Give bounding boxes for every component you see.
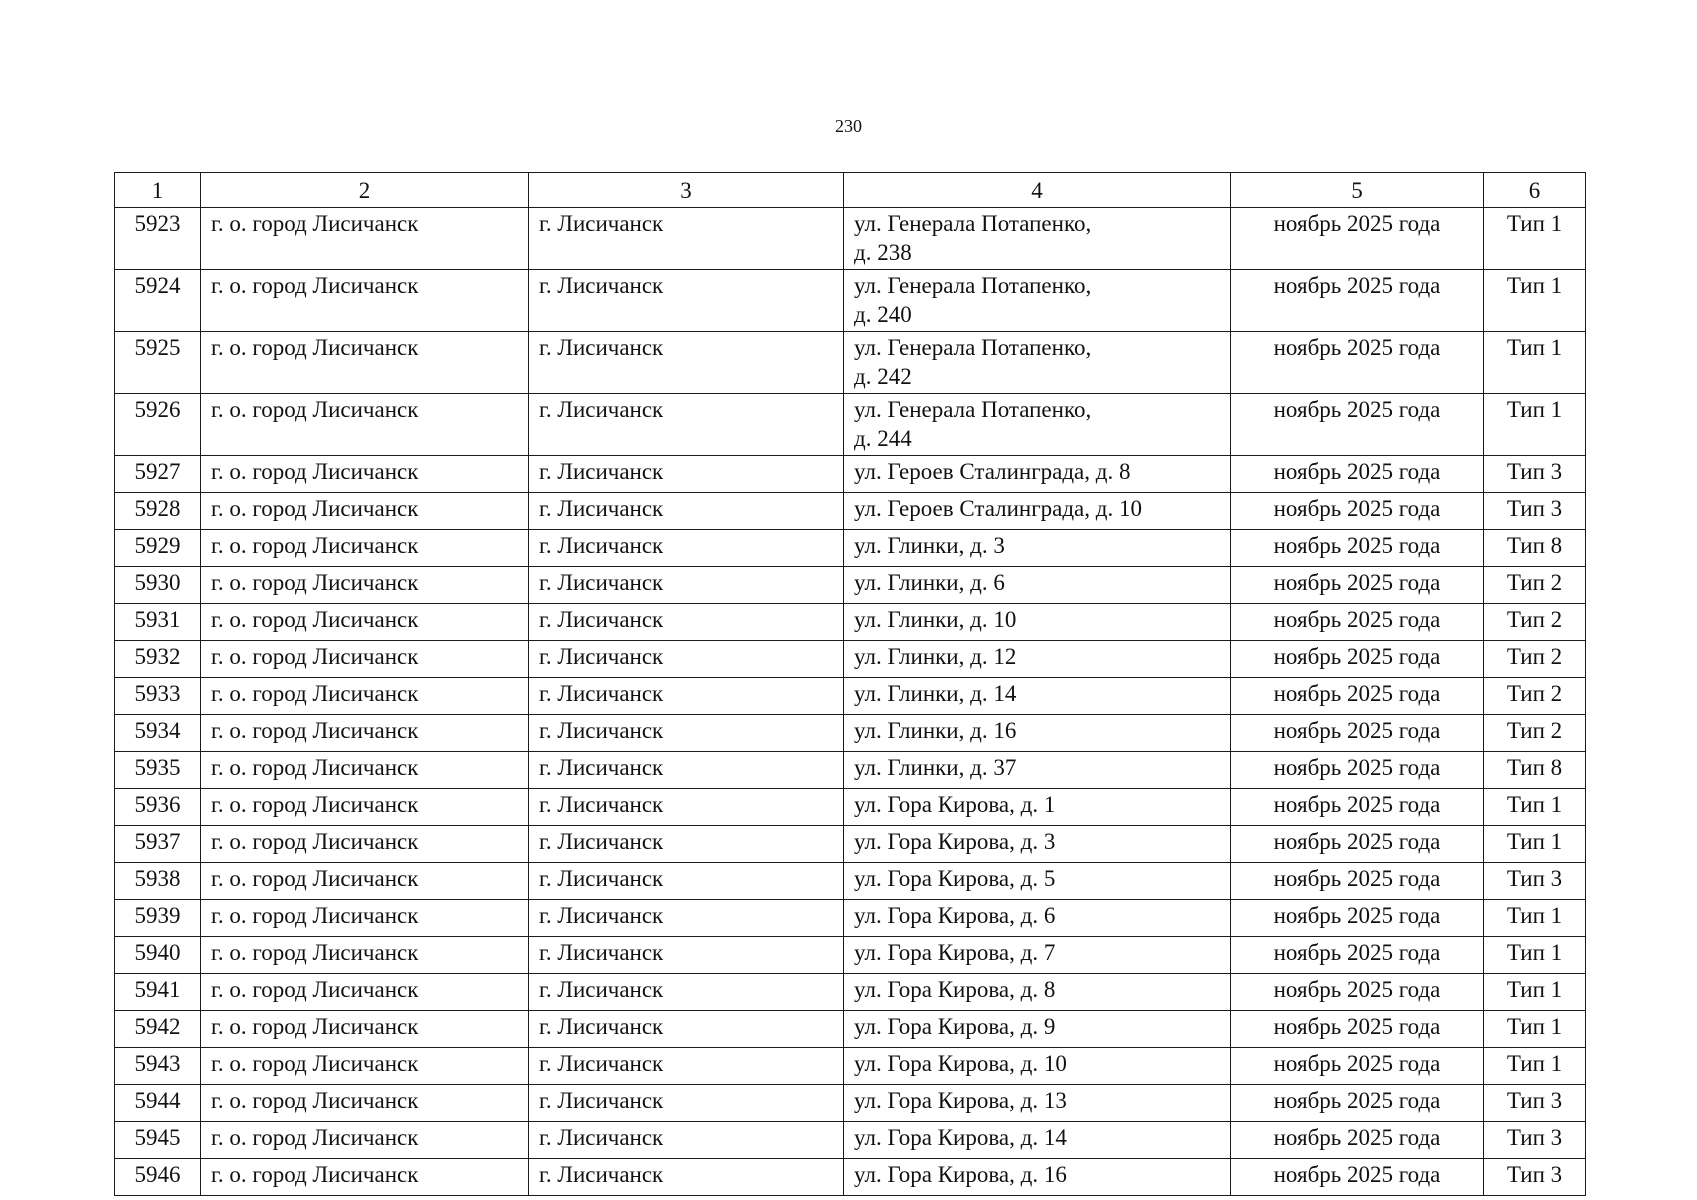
city-cell: г. Лисичанск — [529, 1011, 844, 1048]
city-cell: г. Лисичанск — [529, 530, 844, 567]
city-cell: г. Лисичанск — [529, 789, 844, 826]
district-cell: г. о. город Лисичанск — [201, 567, 529, 604]
period-cell: ноябрь 2025 года — [1231, 900, 1484, 937]
column-header-3: 3 — [529, 173, 844, 208]
district-cell: г. о. город Лисичанск — [201, 1122, 529, 1159]
city-cell: г. Лисичанск — [529, 1085, 844, 1122]
table-row — [115, 900, 1586, 937]
district-cell: г. о. город Лисичанск — [201, 208, 529, 270]
district-cell: г. о. город Лисичанск — [201, 715, 529, 752]
city-cell: г. Лисичанск — [529, 863, 844, 900]
type-cell: Тип 1 — [1484, 208, 1586, 270]
row-number: 5927 — [115, 456, 201, 493]
district-cell: г. о. город Лисичанск — [201, 270, 529, 332]
district-cell: г. о. город Лисичанск — [201, 1011, 529, 1048]
address-cell — [844, 752, 1231, 789]
district-cell: г. о. город Лисичанск — [201, 789, 529, 826]
city-cell: г. Лисичанск — [529, 715, 844, 752]
city-cell: г. Лисичанск — [529, 974, 844, 1011]
row-number: 5943 — [115, 1048, 201, 1085]
period-cell: ноябрь 2025 года — [1231, 678, 1484, 715]
row-number: 5942 — [115, 1011, 201, 1048]
table-row — [115, 1159, 1586, 1196]
period-cell: ноябрь 2025 года — [1231, 1159, 1484, 1196]
row-number: 5940 — [115, 937, 201, 974]
district-cell: г. о. город Лисичанск — [201, 493, 529, 530]
address-line: д. 244 — [854, 426, 912, 451]
table-header — [115, 173, 1586, 208]
table-row — [115, 270, 1586, 332]
address-cell — [844, 1085, 1231, 1122]
address-line: ул. Героев Сталинграда, д. 8 — [854, 459, 1131, 484]
type-cell: Тип 2 — [1484, 567, 1586, 604]
address-cell — [844, 715, 1231, 752]
address-cell — [844, 789, 1231, 826]
table-row — [115, 863, 1586, 900]
address-cell — [844, 974, 1231, 1011]
address-line: ул. Гора Кирова, д. 13 — [854, 1088, 1067, 1113]
district-cell: г. о. город Лисичанск — [201, 1159, 529, 1196]
table-row — [115, 493, 1586, 530]
type-cell: Тип 1 — [1484, 270, 1586, 332]
table-row — [115, 826, 1586, 863]
type-cell: Тип 8 — [1484, 752, 1586, 789]
period-cell: ноябрь 2025 года — [1231, 789, 1484, 826]
row-number: 5925 — [115, 332, 201, 394]
address-cell — [844, 678, 1231, 715]
address-line: ул. Гора Кирова, д. 3 — [854, 829, 1056, 854]
type-cell: Тип 1 — [1484, 937, 1586, 974]
row-number: 5934 — [115, 715, 201, 752]
city-cell: г. Лисичанск — [529, 456, 844, 493]
type-cell: Тип 3 — [1484, 493, 1586, 530]
address-line: ул. Гора Кирова, д. 1 — [854, 792, 1056, 817]
address-line: ул. Гора Кирова, д. 7 — [854, 940, 1056, 965]
type-cell: Тип 3 — [1484, 456, 1586, 493]
table-row — [115, 567, 1586, 604]
address-cell — [844, 567, 1231, 604]
row-number: 5936 — [115, 789, 201, 826]
address-line: д. 240 — [854, 302, 912, 327]
table-row — [115, 530, 1586, 567]
type-cell: Тип 3 — [1484, 1122, 1586, 1159]
row-number: 5928 — [115, 493, 201, 530]
period-cell: ноябрь 2025 года — [1231, 715, 1484, 752]
type-cell: Тип 1 — [1484, 332, 1586, 394]
type-cell: Тип 1 — [1484, 1048, 1586, 1085]
address-line: ул. Генерала Потапенко, — [854, 211, 1092, 236]
district-cell: г. о. город Лисичанск — [201, 752, 529, 789]
address-line: ул. Глинки, д. 37 — [854, 755, 1017, 780]
district-cell: г. о. город Лисичанск — [201, 1048, 529, 1085]
district-cell: г. о. город Лисичанск — [201, 456, 529, 493]
table-row — [115, 715, 1586, 752]
table-body — [115, 208, 1586, 1196]
period-cell: ноябрь 2025 года — [1231, 1085, 1484, 1122]
period-cell: ноябрь 2025 года — [1231, 974, 1484, 1011]
column-header-5: 5 — [1231, 173, 1484, 208]
column-header-6: 6 — [1484, 173, 1586, 208]
address-cell — [844, 332, 1231, 394]
district-cell: г. о. город Лисичанск — [201, 826, 529, 863]
city-cell: г. Лисичанск — [529, 493, 844, 530]
address-line: ул. Глинки, д. 14 — [854, 681, 1017, 706]
district-cell: г. о. город Лисичанск — [201, 678, 529, 715]
row-number: 5931 — [115, 604, 201, 641]
type-cell: Тип 1 — [1484, 394, 1586, 456]
city-cell: г. Лисичанск — [529, 678, 844, 715]
column-header-1: 1 — [115, 173, 201, 208]
address-cell — [844, 1122, 1231, 1159]
address-line: ул. Глинки, д. 10 — [854, 607, 1017, 632]
address-line: ул. Гора Кирова, д. 16 — [854, 1162, 1067, 1187]
row-number: 5939 — [115, 900, 201, 937]
address-cell — [844, 641, 1231, 678]
table-row — [115, 1085, 1586, 1122]
address-cell — [844, 604, 1231, 641]
city-cell: г. Лисичанск — [529, 826, 844, 863]
period-cell: ноябрь 2025 года — [1231, 937, 1484, 974]
row-number: 5946 — [115, 1159, 201, 1196]
table-row — [115, 1011, 1586, 1048]
row-number: 5930 — [115, 567, 201, 604]
period-cell: ноябрь 2025 года — [1231, 456, 1484, 493]
row-number: 5944 — [115, 1085, 201, 1122]
city-cell: г. Лисичанск — [529, 270, 844, 332]
city-cell: г. Лисичанск — [529, 394, 844, 456]
district-cell: г. о. город Лисичанск — [201, 332, 529, 394]
city-cell: г. Лисичанск — [529, 208, 844, 270]
address-line: ул. Глинки, д. 16 — [854, 718, 1017, 743]
city-cell: г. Лисичанск — [529, 937, 844, 974]
row-number: 5924 — [115, 270, 201, 332]
address-line: ул. Гора Кирова, д. 6 — [854, 903, 1056, 928]
row-number: 5935 — [115, 752, 201, 789]
city-cell: г. Лисичанск — [529, 1122, 844, 1159]
table-row — [115, 752, 1586, 789]
address-line: ул. Героев Сталинграда, д. 10 — [854, 496, 1142, 521]
address-line: ул. Гора Кирова, д. 5 — [854, 866, 1056, 891]
address-line: д. 238 — [854, 240, 912, 265]
address-cell — [844, 1011, 1231, 1048]
address-cell — [844, 530, 1231, 567]
address-line: ул. Глинки, д. 6 — [854, 570, 1005, 595]
address-cell — [844, 937, 1231, 974]
type-cell: Тип 3 — [1484, 1085, 1586, 1122]
table-row — [115, 937, 1586, 974]
period-cell: ноябрь 2025 года — [1231, 863, 1484, 900]
address-cell — [844, 1159, 1231, 1196]
address-line: ул. Гора Кирова, д. 14 — [854, 1125, 1067, 1150]
table-row — [115, 208, 1586, 270]
type-cell: Тип 8 — [1484, 530, 1586, 567]
row-number: 5937 — [115, 826, 201, 863]
table-row — [115, 332, 1586, 394]
table-row — [115, 1048, 1586, 1085]
table-row — [115, 456, 1586, 493]
row-number: 5923 — [115, 208, 201, 270]
address-cell — [844, 900, 1231, 937]
type-cell: Тип 2 — [1484, 715, 1586, 752]
row-number: 5926 — [115, 394, 201, 456]
address-line: ул. Глинки, д. 3 — [854, 533, 1005, 558]
period-cell: ноябрь 2025 года — [1231, 208, 1484, 270]
address-line: ул. Генерала Потапенко, — [854, 335, 1092, 360]
table-row — [115, 1122, 1586, 1159]
period-cell: ноябрь 2025 года — [1231, 1011, 1484, 1048]
city-cell: г. Лисичанск — [529, 1159, 844, 1196]
type-cell: Тип 1 — [1484, 789, 1586, 826]
address-cell — [844, 208, 1231, 270]
period-cell: ноябрь 2025 года — [1231, 270, 1484, 332]
row-number: 5933 — [115, 678, 201, 715]
period-cell: ноябрь 2025 года — [1231, 641, 1484, 678]
address-line: ул. Генерала Потапенко, — [854, 397, 1092, 422]
column-header-4: 4 — [844, 173, 1231, 208]
table-row — [115, 974, 1586, 1011]
period-cell: ноябрь 2025 года — [1231, 530, 1484, 567]
table-row — [115, 678, 1586, 715]
period-cell: ноябрь 2025 года — [1231, 332, 1484, 394]
period-cell: ноябрь 2025 года — [1231, 604, 1484, 641]
table-row — [115, 604, 1586, 641]
city-cell: г. Лисичанск — [529, 604, 844, 641]
city-cell: г. Лисичанск — [529, 752, 844, 789]
type-cell: Тип 2 — [1484, 604, 1586, 641]
header-row — [115, 173, 1586, 208]
period-cell: ноябрь 2025 года — [1231, 826, 1484, 863]
district-cell: г. о. город Лисичанск — [201, 974, 529, 1011]
address-cell — [844, 394, 1231, 456]
type-cell: Тип 2 — [1484, 678, 1586, 715]
address-line: ул. Гора Кирова, д. 9 — [854, 1014, 1056, 1039]
registry-table — [114, 172, 1586, 1196]
row-number: 5938 — [115, 863, 201, 900]
district-cell: г. о. город Лисичанск — [201, 1085, 529, 1122]
address-line: ул. Гора Кирова, д. 8 — [854, 977, 1056, 1002]
district-cell: г. о. город Лисичанск — [201, 394, 529, 456]
address-cell — [844, 270, 1231, 332]
city-cell: г. Лисичанск — [529, 900, 844, 937]
district-cell: г. о. город Лисичанск — [201, 863, 529, 900]
address-cell — [844, 456, 1231, 493]
table-row — [115, 789, 1586, 826]
table-row — [115, 641, 1586, 678]
column-header-2: 2 — [201, 173, 529, 208]
page-number: 230 — [835, 116, 862, 136]
address-line: ул. Гора Кирова, д. 10 — [854, 1051, 1067, 1076]
row-number: 5941 — [115, 974, 201, 1011]
district-cell: г. о. город Лисичанск — [201, 900, 529, 937]
type-cell: Тип 2 — [1484, 641, 1586, 678]
address-cell — [844, 1048, 1231, 1085]
period-cell: ноябрь 2025 года — [1231, 567, 1484, 604]
period-cell: ноябрь 2025 года — [1231, 752, 1484, 789]
type-cell: Тип 1 — [1484, 974, 1586, 1011]
district-cell: г. о. город Лисичанск — [201, 641, 529, 678]
row-number: 5929 — [115, 530, 201, 567]
table-row — [115, 394, 1586, 456]
district-cell: г. о. город Лисичанск — [201, 937, 529, 974]
address-line: д. 242 — [854, 364, 912, 389]
type-cell: Тип 3 — [1484, 1159, 1586, 1196]
address-cell — [844, 826, 1231, 863]
district-cell: г. о. город Лисичанск — [201, 604, 529, 641]
type-cell: Тип 1 — [1484, 1011, 1586, 1048]
type-cell: Тип 1 — [1484, 900, 1586, 937]
district-cell: г. о. город Лисичанск — [201, 530, 529, 567]
city-cell: г. Лисичанск — [529, 567, 844, 604]
city-cell: г. Лисичанск — [529, 1048, 844, 1085]
row-number: 5945 — [115, 1122, 201, 1159]
address-line: ул. Генерала Потапенко, — [854, 273, 1092, 298]
period-cell: ноябрь 2025 года — [1231, 394, 1484, 456]
period-cell: ноябрь 2025 года — [1231, 1122, 1484, 1159]
address-cell — [844, 493, 1231, 530]
type-cell: Тип 3 — [1484, 863, 1586, 900]
city-cell: г. Лисичанск — [529, 641, 844, 678]
type-cell: Тип 1 — [1484, 826, 1586, 863]
address-line: ул. Глинки, д. 12 — [854, 644, 1017, 669]
period-cell: ноябрь 2025 года — [1231, 493, 1484, 530]
period-cell: ноябрь 2025 года — [1231, 1048, 1484, 1085]
row-number: 5932 — [115, 641, 201, 678]
city-cell: г. Лисичанск — [529, 332, 844, 394]
address-cell — [844, 863, 1231, 900]
